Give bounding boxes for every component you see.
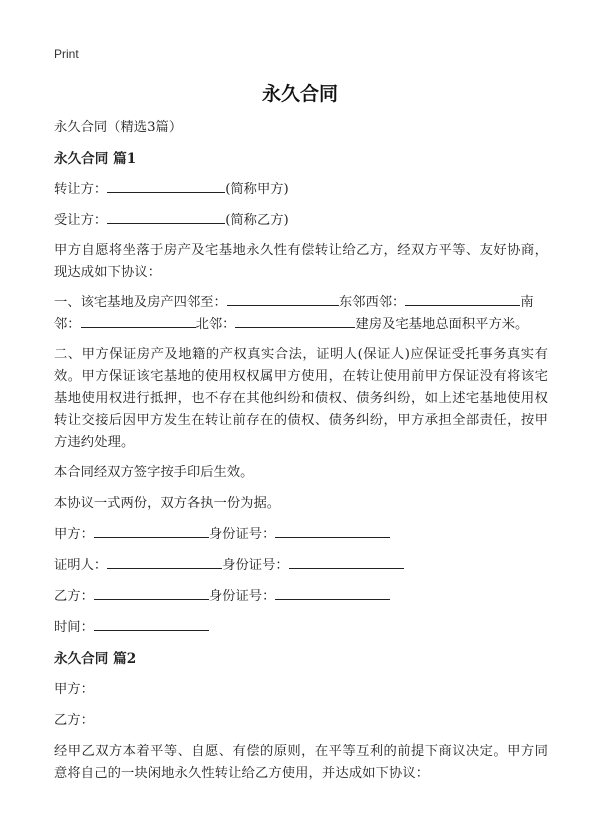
party-b-id-label: 身份证号： — [208, 589, 276, 604]
effective-line: 本合同经双方签字按手印后生效。 — [54, 465, 254, 480]
transferor-line — [54, 179, 548, 201]
transferor-label: 转让方： — [54, 182, 108, 197]
clause1-field-2[interactable] — [405, 292, 520, 306]
party-b-field[interactable] — [94, 586, 209, 600]
section2-party-a: 甲方： — [54, 682, 94, 697]
clause1-line1 — [54, 292, 548, 314]
clause1-field-3[interactable] — [81, 314, 196, 328]
witness-label: 证明人： — [54, 558, 108, 573]
clause1-prefix: 一、该宅基地及房产四邻至： — [54, 295, 227, 310]
clause2-paragraph: 二、甲方保证房产及地籍的产权真实合法，证明人(保证人)应保证受托事务真实有效。甲方保证该宅基地的使用权权属甲方使用，在转让使用前甲方保证没有将该宅基地使用权进行抵押，也不存在其他纠纷和债权、债务纠纷，如上述宅基地使用权转让交接后因甲方发生在转让前存在的债权、债务纠纷，甲方承担全部责任，按甲方违约处理。 — [54, 347, 548, 450]
time-field[interactable] — [94, 617, 209, 631]
transferee-field[interactable] — [107, 210, 225, 224]
copies-line: 本协议一式两份，双方各执一份为据。 — [54, 496, 281, 511]
party-a-id-field[interactable] — [275, 524, 390, 538]
transferee-suffix: (简称乙方) — [225, 213, 289, 228]
party-b-id-field[interactable] — [275, 586, 390, 600]
witness-id-label: 身份证号： — [222, 558, 289, 573]
transferee-line — [54, 210, 548, 232]
page-title: 永久合同 — [261, 83, 338, 105]
party-a-field[interactable] — [94, 524, 209, 538]
witness-line — [54, 555, 548, 577]
section2-heading: 永久合同 篇2 — [54, 651, 137, 667]
party-b-label: 乙方： — [54, 589, 94, 604]
clause1-field-4[interactable] — [235, 314, 355, 328]
transferor-suffix: (简称甲方) — [225, 182, 289, 197]
clause1-line2-prefix: 邻： — [54, 317, 81, 332]
party-a-label: 甲方： — [54, 527, 94, 542]
intro-paragraph: 甲方自愿将坐落于房产及宅基地永久性有偿转让给乙方，经双方平等、友好协商，现达成如下协议： — [54, 243, 548, 280]
party-a-id-label: 身份证号： — [208, 527, 276, 542]
section1-heading: 永久合同 篇1 — [54, 151, 137, 167]
clause1-area: 建房及宅基地总面积平方米。 — [355, 317, 529, 332]
transferee-label: 受让方： — [54, 213, 108, 228]
clause1-north: 北邻： — [195, 317, 236, 332]
clause1-line2 — [54, 314, 548, 336]
witness-id-field[interactable] — [289, 555, 404, 569]
time-label: 时间： — [54, 620, 94, 635]
section2-body: 经甲乙双方本着平等、自愿、有偿的原则，在平等互利的前提下商议决定。甲方同意将自己的一块闲地永久性转让给乙方使用，并达成如下协议： — [54, 744, 548, 781]
document-content — [54, 117, 548, 794]
party-a-line — [54, 524, 548, 546]
witness-field[interactable] — [107, 555, 222, 569]
transferor-field[interactable] — [107, 179, 225, 193]
time-line — [54, 617, 548, 639]
party-b-line — [54, 586, 548, 608]
document-subtitle: 永久合同（精选3篇） — [54, 120, 183, 135]
clause1-field-1[interactable] — [227, 292, 339, 306]
print-link[interactable]: Print — [54, 47, 79, 61]
clause1-east-west: 东邻西邻： — [338, 295, 406, 310]
section2-party-b: 乙方： — [54, 713, 94, 728]
clause1-south: 南 — [520, 295, 534, 310]
